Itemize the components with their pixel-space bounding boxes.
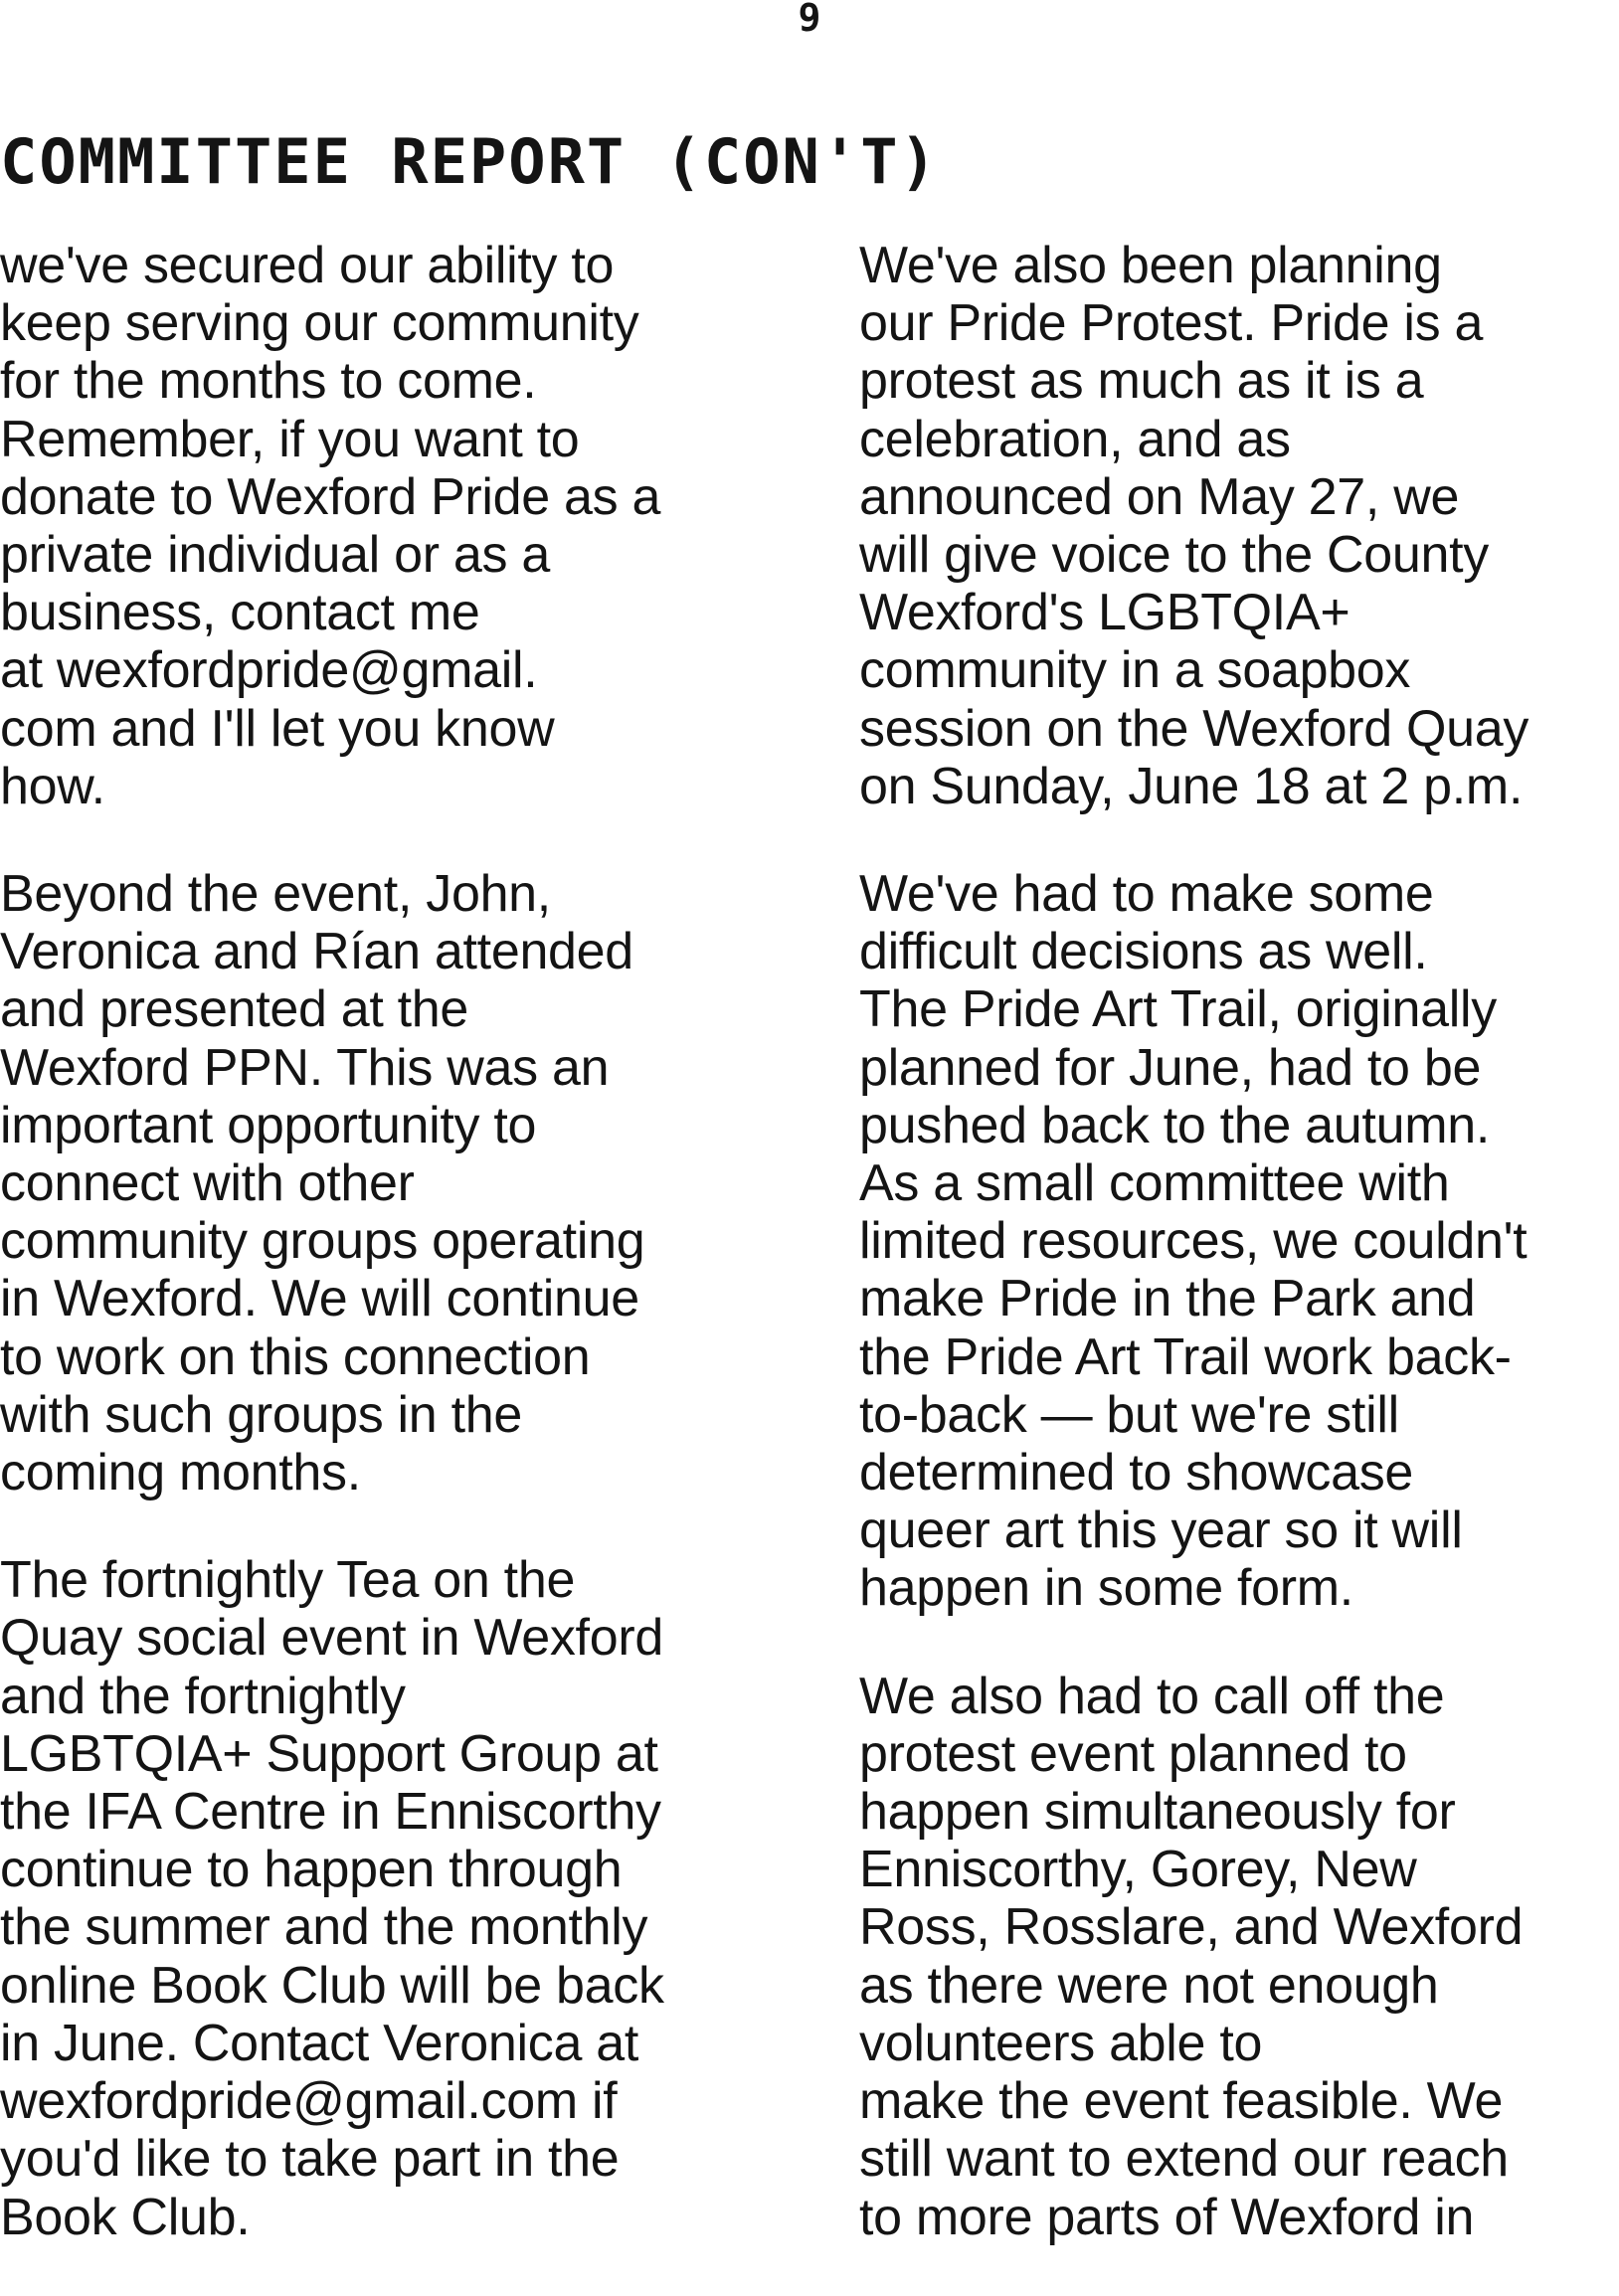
text-line: announced on May 27, we bbox=[859, 467, 1460, 526]
text-line: make Pride in the Park and bbox=[859, 1270, 1476, 1328]
text-line: As a small committee with bbox=[859, 1154, 1450, 1213]
paragraph-wexford-ppn bbox=[0, 865, 776, 1501]
text-line: limited resources, we couldn't bbox=[859, 1212, 1528, 1271]
text-line: business, contact me bbox=[0, 584, 480, 642]
text-line: celebration, and as bbox=[859, 410, 1291, 468]
text-line: planned for June, had to be bbox=[859, 1038, 1482, 1097]
paragraph-protest-cancelled bbox=[859, 1668, 1619, 2246]
text-line: We've also been planning bbox=[859, 237, 1442, 294]
text-line: our Pride Protest. Pride is a bbox=[859, 294, 1484, 353]
text-line: Remember, if you want to bbox=[0, 410, 580, 468]
text-line: connect with other bbox=[0, 1154, 415, 1213]
text-line: session on the Wexford Quay bbox=[859, 699, 1529, 758]
text-line: continue to happen through bbox=[0, 1841, 623, 1899]
text-line: Wexford's LGBTQIA+ bbox=[859, 584, 1350, 642]
text-line: you'd like to take part in the bbox=[0, 2130, 620, 2189]
text-line: coming months. bbox=[0, 1444, 361, 1502]
text-line: private individual or as a bbox=[0, 526, 550, 585]
text-line: Wexford PPN. This was an bbox=[0, 1038, 610, 1097]
text-line: We've had to make some bbox=[859, 865, 1434, 924]
text-line: Veronica and Rían attended bbox=[0, 923, 633, 981]
text-line: and the fortnightly bbox=[0, 1667, 406, 1725]
text-line: difficult decisions as well. bbox=[859, 923, 1428, 981]
text-line: community in a soapbox bbox=[859, 641, 1411, 700]
text-line: to-back — but we're still bbox=[859, 1385, 1399, 1444]
text-line: Ross, Rosslare, and Wexford bbox=[859, 1898, 1524, 1957]
text-line: community groups operating bbox=[0, 1212, 645, 1271]
text-line: LGBTQIA+ Support Group at bbox=[0, 1724, 658, 1783]
text-line: protest as much as it is a bbox=[859, 352, 1424, 411]
text-line: volunteers able to bbox=[859, 2014, 1263, 2072]
text-line: Quay social event in Wexford bbox=[0, 1609, 663, 1668]
text-line: still want to extend our reach bbox=[859, 2130, 1509, 2189]
text-line: online Book Club will be back bbox=[0, 1956, 664, 2015]
text-line: we've secured our ability to bbox=[0, 237, 615, 294]
text-line: The fortnightly Tea on the bbox=[0, 1551, 576, 1610]
text-line: queer art this year so it will bbox=[859, 1501, 1463, 1560]
text-line: donate to Wexford Pride as a bbox=[0, 467, 661, 526]
text-line: to work on this connection bbox=[0, 1327, 591, 1386]
section-heading: COMMITTEE REPORT (CON'T) bbox=[0, 125, 939, 198]
paragraph-art-trail bbox=[859, 865, 1619, 1618]
text-line: We also had to call off the bbox=[859, 1667, 1445, 1725]
text-line: in June. Contact Veronica at bbox=[0, 2014, 639, 2072]
text-line: how. bbox=[0, 757, 105, 815]
text-line: to more parts of Wexford in bbox=[859, 2188, 1475, 2246]
text-line: happen simultaneously for bbox=[859, 1783, 1456, 1842]
text-line: in Wexford. We will continue bbox=[0, 1270, 639, 1328]
text-line: important opportunity to bbox=[0, 1096, 537, 1154]
paragraph-pride-protest bbox=[859, 237, 1619, 815]
text-line: The Pride Art Trail, originally bbox=[859, 980, 1497, 1039]
text-line: protest event planned to bbox=[859, 1724, 1407, 1783]
text-line: happen in some form. bbox=[859, 1559, 1353, 1618]
page-number: 9 bbox=[798, 0, 821, 40]
text-line: determined to showcase bbox=[859, 1444, 1414, 1502]
text-line: will give voice to the County bbox=[859, 526, 1489, 585]
left-column bbox=[0, 237, 776, 2296]
text-line: Enniscorthy, Gorey, New bbox=[859, 1841, 1417, 1899]
text-line: the summer and the monthly bbox=[0, 1898, 648, 1957]
text-line: with such groups in the bbox=[0, 1385, 522, 1444]
paragraph-social-events bbox=[0, 1551, 776, 2245]
text-line: wexfordpride@gmail.com if bbox=[0, 2072, 618, 2131]
text-line: as there were not enough bbox=[859, 1956, 1439, 2015]
text-line: pushed back to the autumn. bbox=[859, 1096, 1490, 1154]
text-line: at wexfordpride@gmail. bbox=[0, 641, 538, 700]
text-line: make the event feasible. We bbox=[859, 2072, 1504, 2131]
text-line: Beyond the event, John, bbox=[0, 865, 551, 924]
text-line: and presented at the bbox=[0, 980, 469, 1039]
text-line: the IFA Centre in Enniscorthy bbox=[0, 1783, 661, 1842]
text-line: the Pride Art Trail work back- bbox=[859, 1327, 1512, 1386]
paragraph-donations bbox=[0, 237, 776, 815]
text-line: for the months to come. bbox=[0, 352, 537, 411]
text-line: Book Club. bbox=[0, 2188, 251, 2246]
text-line: keep serving our community bbox=[0, 294, 639, 353]
text-line: com and I'll let you know bbox=[0, 699, 555, 758]
text-line: on Sunday, June 18 at 2 p.m. bbox=[859, 757, 1524, 815]
right-column bbox=[859, 237, 1619, 2296]
